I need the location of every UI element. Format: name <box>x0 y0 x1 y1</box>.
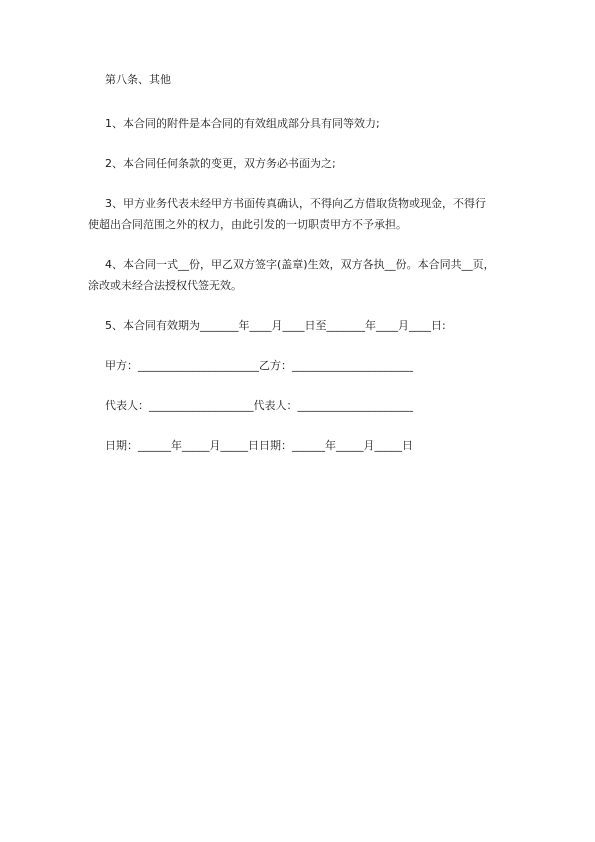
section-title: 第八条、其他 <box>105 73 171 86</box>
date-signature-line: 日期：______年_____月_____日日期：______年_____月_____日 <box>105 439 413 452</box>
clause-4-line-2: 涂改或未经合法授权代签无效。 <box>88 279 242 292</box>
clause-3-line-2: 使超出合同范围之外的权力，由此引发的一切职责甲方不予承担。 <box>88 218 407 231</box>
clause-4-line-1: 4、本合同一式__份，甲乙双方签字(盖章)生效，双方各执__份。本合同共__页， <box>105 258 495 271</box>
clause-2-line-1: 2、本合同任何条款的变更，双方务必书面为之; <box>105 157 336 170</box>
party-signature-line: 甲方：______________________乙方：______________________ <box>105 359 413 372</box>
clause-3-line-1: 3、甲方业务代表未经甲方书面传真确认，不得向乙方借取货物或现金，不得行 <box>105 197 486 210</box>
clause-5-line-1: 5、本合同有效期为_______年____月____日至_______年____月____日: <box>105 319 446 332</box>
clause-1-line-1: 1、本合同的附件是本合同的有效组成部分具有同等效力; <box>105 117 380 130</box>
representative-signature-line: 代表人：___________________代表人：_____________________ <box>105 399 413 412</box>
